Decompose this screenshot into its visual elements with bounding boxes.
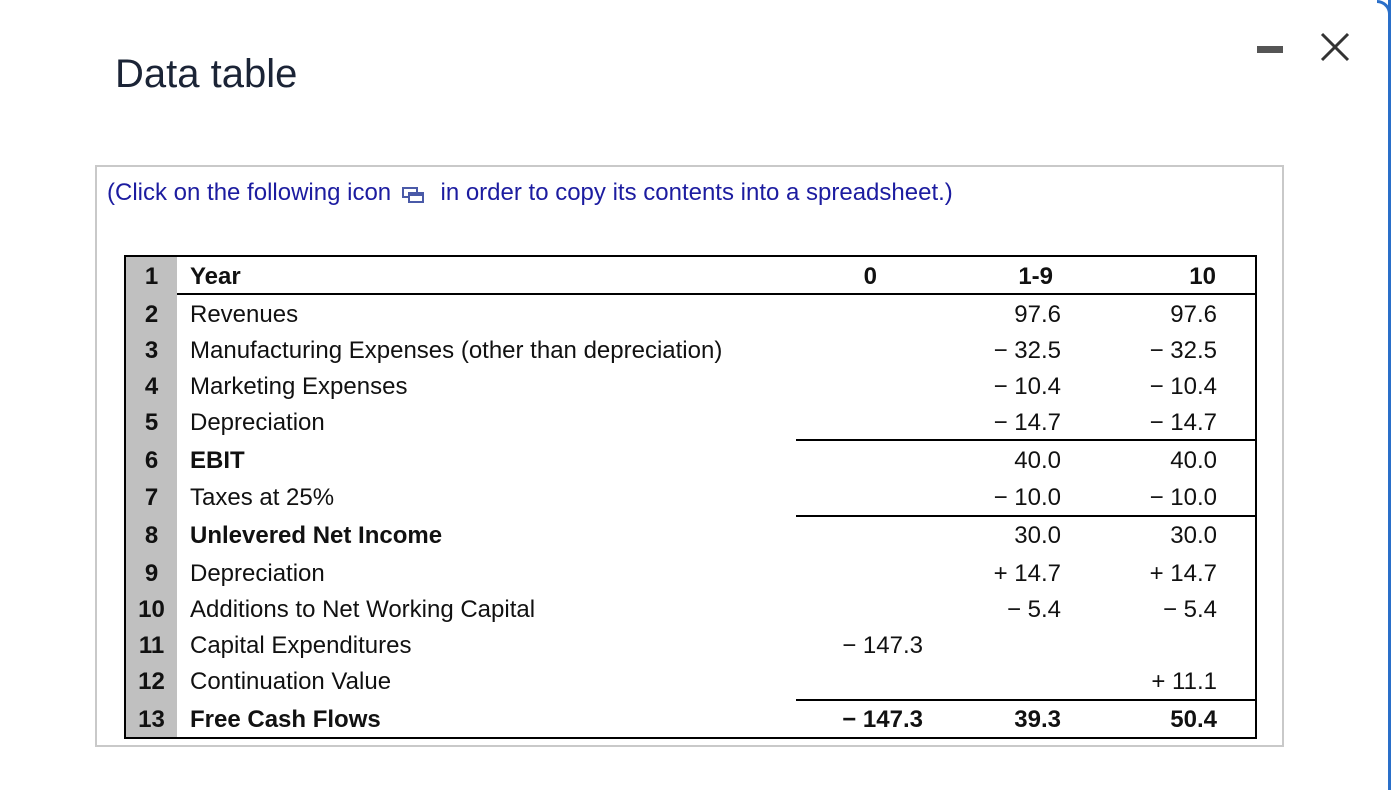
cell-year-10: 40.0 [1170, 447, 1217, 474]
row-number: 9 [144, 560, 159, 587]
dialog-title: Data table [115, 52, 298, 96]
cell-year-0: − 147.3 [842, 706, 923, 733]
cell-year-10: 97.6 [1170, 301, 1217, 328]
data-panel [95, 165, 1284, 747]
row-number: 10 [138, 596, 165, 623]
row-number: 11 [138, 632, 165, 659]
row-label: Additions to Net Working Capital [190, 596, 536, 623]
cell-year-1-9: 39.3 [1014, 706, 1061, 733]
cell-year-1-9: 40.0 [1014, 447, 1061, 474]
row-label: Manufacturing Expenses (other than depreciation) [190, 337, 723, 364]
cell-year-1-9: − 5.4 [1006, 596, 1061, 623]
close-icon [1316, 28, 1356, 68]
cell-year-1-9: 97.6 [1014, 301, 1061, 328]
cell-year-1-9: 1-9 [1018, 263, 1053, 290]
cell-year-10: − 5.4 [1162, 596, 1217, 623]
row-number: 12 [138, 668, 165, 695]
row-number: 8 [144, 522, 159, 549]
cell-year-1-9: 30.0 [1014, 522, 1061, 549]
cell-year-1-9: + 14.7 [993, 560, 1061, 587]
row-label: EBIT [190, 447, 245, 474]
copy-to-spreadsheet-icon[interactable] [402, 184, 424, 204]
cell-year-10: 50.4 [1170, 706, 1217, 733]
cell-year-1-9: − 10.0 [993, 484, 1061, 511]
copy-instruction [107, 179, 953, 207]
row-label: Capital Expenditures [190, 632, 412, 659]
table-row [126, 367, 1255, 403]
row-number: 13 [138, 706, 165, 733]
instruction-text-before: (Click on the following icon [107, 179, 392, 206]
table-row [126, 403, 1255, 439]
cell-year-0: − 147.3 [842, 632, 923, 659]
row-label: Unlevered Net Income [190, 522, 443, 549]
table-row [126, 590, 1255, 626]
table-row [126, 516, 1255, 552]
table-row [126, 257, 1255, 293]
row-number: 5 [144, 409, 159, 436]
row-number: 2 [144, 301, 159, 328]
cell-year-10: 30.0 [1170, 522, 1217, 549]
table-row [126, 700, 1255, 736]
row-label: Continuation Value [190, 668, 392, 695]
minimize-icon [1257, 46, 1283, 53]
data-table [124, 255, 1257, 739]
close-button[interactable] [1316, 28, 1356, 68]
cell-year-10: 10 [1189, 263, 1216, 290]
row-label: Depreciation [190, 409, 325, 436]
cell-year-10: + 14.7 [1149, 560, 1217, 587]
cell-year-10: + 11.1 [1151, 668, 1217, 695]
row-number: 7 [144, 484, 159, 511]
row-label: Year [190, 263, 241, 290]
table-row [126, 626, 1255, 662]
table-row [126, 441, 1255, 477]
row-label: Depreciation [190, 560, 325, 587]
row-label: Taxes at 25% [190, 484, 335, 511]
table-row [126, 554, 1255, 590]
row-label: Free Cash Flows [190, 706, 381, 733]
row-number: 1 [144, 263, 159, 290]
table-row [126, 478, 1255, 514]
minimize-button[interactable] [1255, 38, 1285, 60]
table-row [126, 295, 1255, 331]
cell-year-1-9: − 32.5 [993, 337, 1061, 364]
cell-year-10: − 10.4 [1149, 373, 1217, 400]
row-label: Marketing Expenses [190, 373, 408, 400]
cell-year-1-9: − 10.4 [993, 373, 1061, 400]
instruction-text-after: in order to copy its contents into a spreadsheet.) [440, 179, 953, 206]
cell-year-0: 0 [863, 263, 877, 290]
row-number: 4 [144, 373, 159, 400]
cell-year-10: − 10.0 [1149, 484, 1217, 511]
table-row [126, 662, 1255, 698]
row-number: 6 [144, 447, 159, 474]
row-label: Revenues [190, 301, 299, 328]
cell-year-10: − 14.7 [1149, 409, 1217, 436]
cell-year-1-9: − 14.7 [993, 409, 1061, 436]
row-number: 3 [144, 337, 159, 364]
cell-year-10: − 32.5 [1149, 337, 1217, 364]
table-row [126, 331, 1255, 367]
